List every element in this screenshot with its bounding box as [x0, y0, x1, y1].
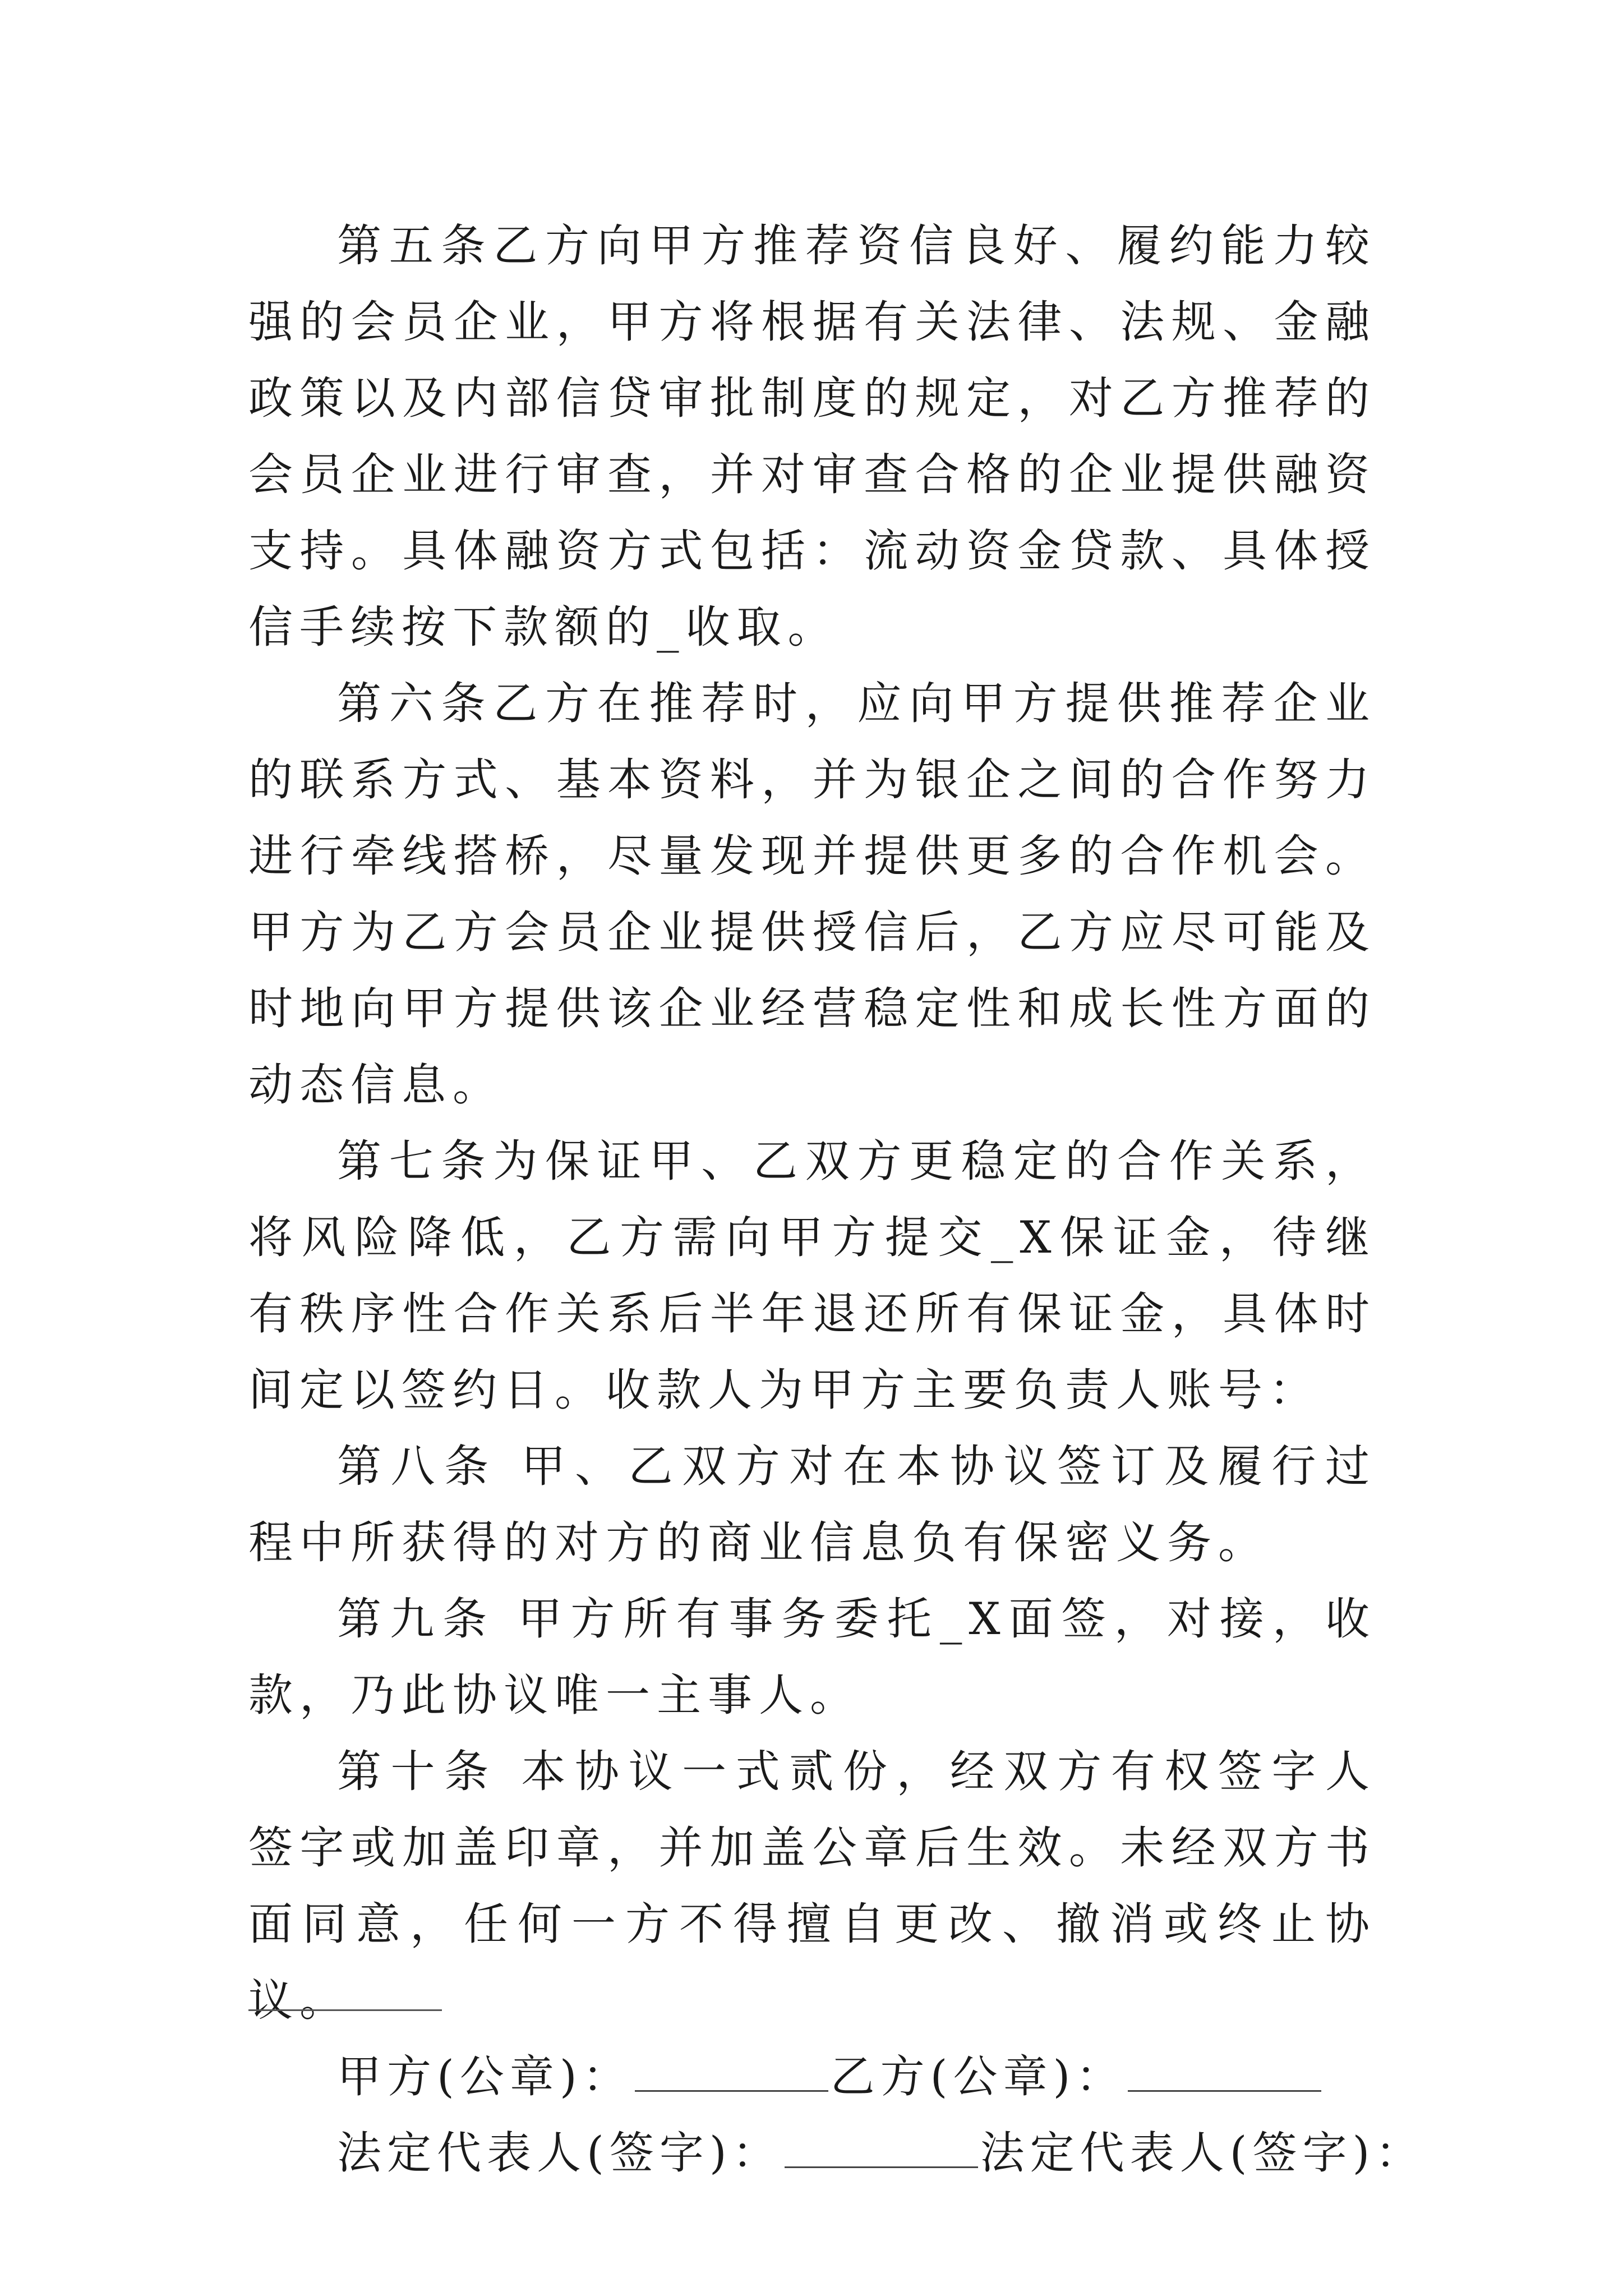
article-9: 第九条 甲方所有事务委托_X面签，对接，收款，乃此协议唯一主事人。 [248, 1593, 1376, 1721]
party-a-rep-blank [785, 2129, 978, 2168]
party-b-seal-label: 乙方(公章)： [830, 2051, 1126, 2102]
representative-line [248, 2115, 1426, 2191]
party-b-rep-label: 法定代表人(签字)： [980, 2127, 1426, 2179]
seal-line [248, 2039, 1376, 2115]
party-b-seal-blank [1128, 2053, 1321, 2092]
party-a-rep-label: 法定代表人(签字)： [337, 2127, 782, 2179]
agreement-body [248, 208, 1426, 2191]
party-a-seal-blank [635, 2053, 828, 2092]
article-10: 第十条 本协议一式贰份，经双方有权签字人签字或加盖印章，并加盖公章后生效。未经双方书面同意，任何一方不得擅自更改、撤消或终止协议。 [248, 1746, 1376, 2026]
article-8: 第八条 甲、乙双方对在本协议签订及履行过程中所获得的对方的商业信息负有保密义务。 [248, 1441, 1376, 1568]
party-a-seal-label: 甲方(公章)： [337, 2051, 633, 2102]
article-7: 第七条为保证甲、乙双方更稳定的合作关系，将风险降低，乙方需向甲方提交_X保证金，待继有秩序性合作关系后半年退还所有保证金，具体时间定以签约日。收款人为甲方主要负责人账号： [248, 1135, 1376, 1416]
article-6: 第六条乙方在推荐时，应向甲方提供推荐企业的联系方式、基本资料，并为银企之间的合作努力进行牵线搭桥，尽量发现并提供更多的合作机会。甲方为乙方会员企业提供授信后，乙方应尽可能及时地向甲方提供该企业经营稳定性和成长性方面的动态信息。 [248, 678, 1376, 1111]
article-5: 第五条乙方向甲方推荐资信良好、履约能力较强的会员企业，甲方将根据有关法律、法规、金融政策以及内部信贷审批制度的规定，对乙方推荐的会员企业进行审查，并对审查合格的企业提供融资支持。具体融资方式包括：流动资金贷款、具体授信手续按下款额的_收取。 [248, 220, 1376, 653]
party-b-rep-blank [248, 2009, 442, 2011]
